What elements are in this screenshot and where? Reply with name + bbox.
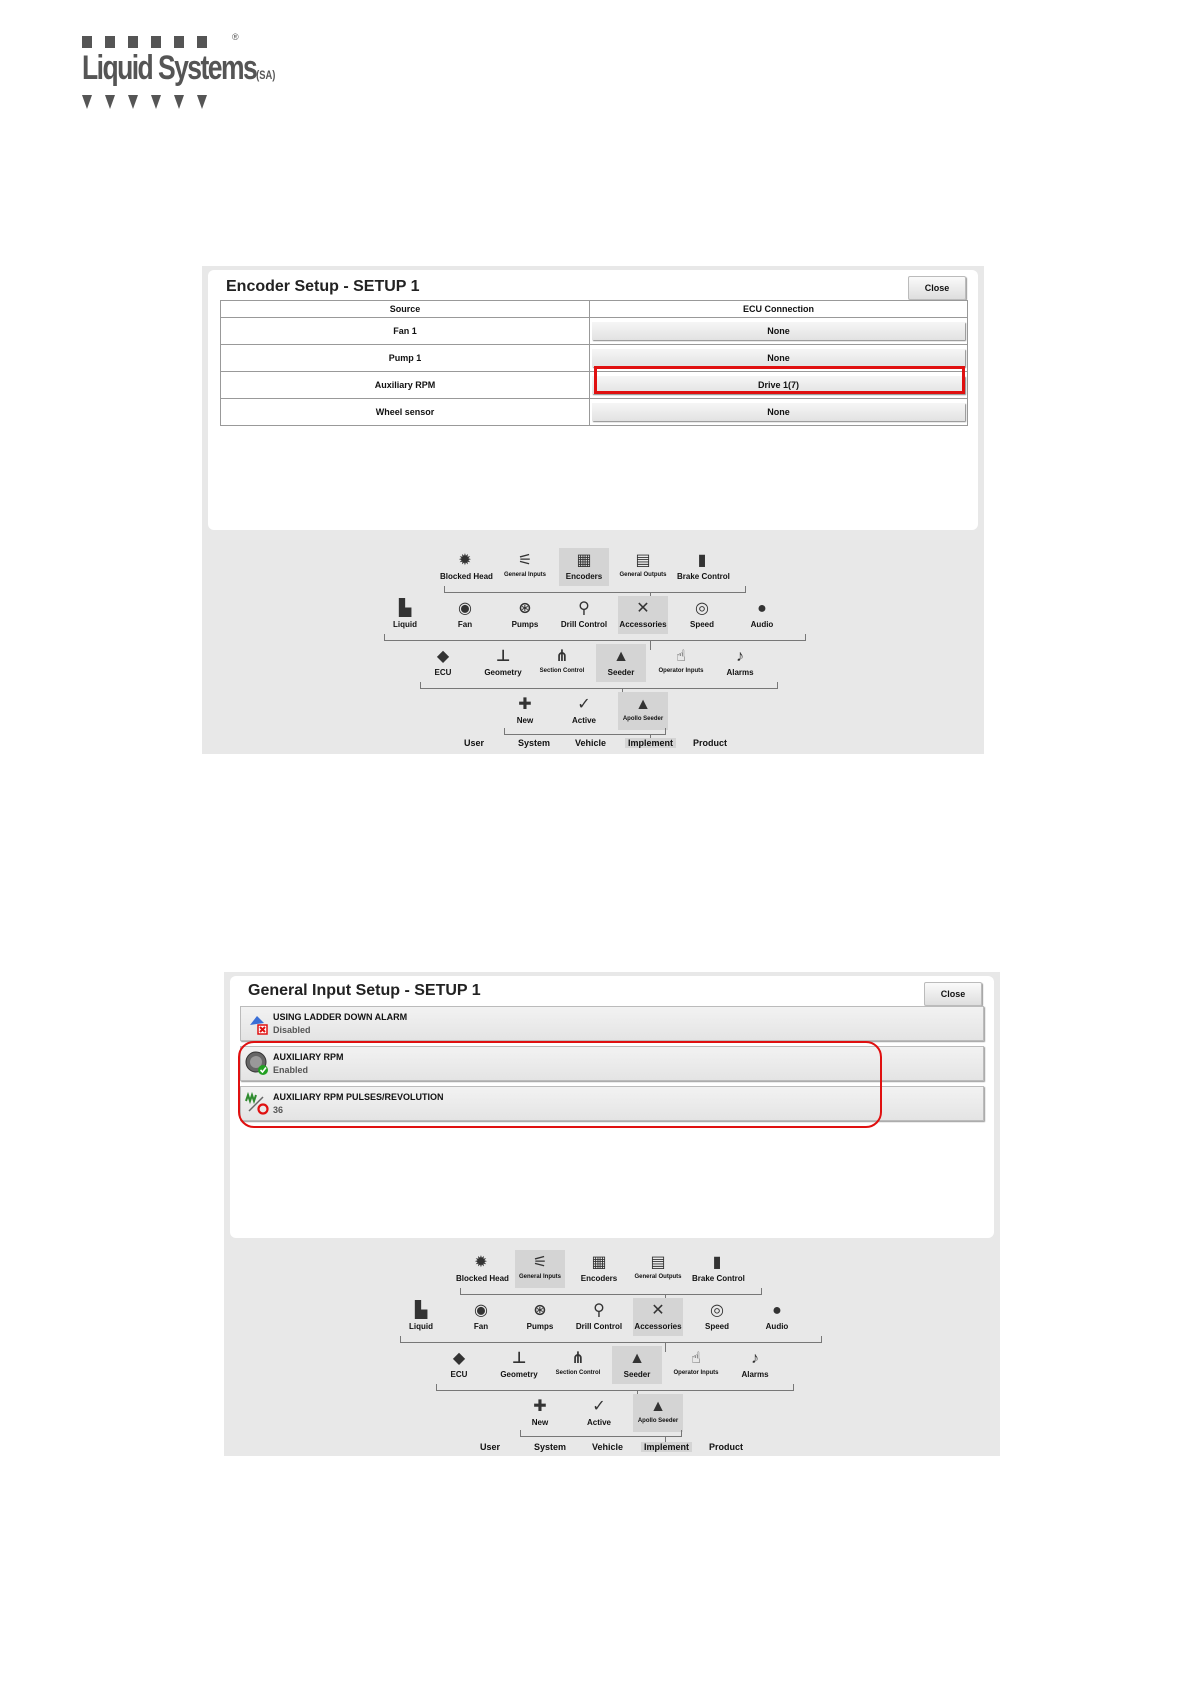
- nav-brake-control[interactable]: ▮ Brake Control: [692, 1254, 745, 1283]
- nav-row3-bracket: [420, 682, 778, 689]
- list-item-name: AUXILIARY RPM PULSES/REVOLUTION: [273, 1092, 444, 1102]
- nav-tree: [202, 546, 984, 756]
- tab-vehicle[interactable]: Vehicle: [575, 738, 607, 748]
- drill-icon: ⚲: [578, 600, 590, 617]
- nav-new[interactable]: ✚ New: [500, 692, 550, 730]
- nav-blocked-head[interactable]: ✹ Blocked Head: [440, 552, 493, 581]
- nav-encoders[interactable]: ▦ Encoders: [559, 548, 609, 586]
- nav-ecu[interactable]: ◆ ECU: [418, 644, 468, 682]
- list-item-name: USING LADDER DOWN ALARM: [273, 1012, 408, 1022]
- logo-wordmark: Liquid Systems(SA): [82, 49, 276, 87]
- speaker-icon: ●: [757, 600, 767, 617]
- nav-accessories[interactable]: ✕ Accessories: [618, 596, 668, 634]
- seeder-icon: ▲: [629, 1350, 645, 1367]
- source-cell: Fan 1: [221, 318, 590, 345]
- nav-liquid[interactable]: ▙ Liquid: [396, 1298, 446, 1336]
- nav-ecu[interactable]: ◆ ECU: [434, 1346, 484, 1384]
- encoder-table-header: [221, 301, 968, 318]
- ecu-connection-button[interactable]: None: [592, 349, 965, 367]
- general-input-setup-screenshot: [224, 972, 1000, 1456]
- highlight-rectangle: [594, 366, 965, 394]
- ecu-connection-button[interactable]: None: [592, 322, 965, 340]
- source-cell: Wheel sensor: [221, 399, 590, 426]
- section-control-icon: ⋔: [571, 1350, 585, 1367]
- nav-row1-bracket: [460, 1288, 762, 1295]
- logo-registered-mark: ®: [232, 32, 239, 42]
- encoder-icon: ▦: [576, 552, 592, 569]
- encoder-setup-screenshot: [202, 266, 984, 754]
- nav-liquid[interactable]: ▙ Liquid: [380, 596, 430, 634]
- encoder-table: [220, 300, 968, 426]
- nav-geometry[interactable]: ⊥ Geometry: [494, 1346, 544, 1384]
- ecu-icon: ◆: [452, 1350, 466, 1367]
- nav-apollo-seeder[interactable]: ▲ Apollo Seeder: [618, 692, 668, 730]
- nav-pumps[interactable]: ⊛ Pumps: [500, 596, 550, 634]
- fan-icon: ◉: [458, 600, 472, 617]
- nav-fan[interactable]: ◉ Fan: [440, 596, 490, 634]
- encoder-icon: ▦: [591, 1254, 607, 1271]
- table-row: [221, 318, 968, 345]
- nav-operator-inputs[interactable]: ☝ Operator Inputs: [656, 644, 706, 682]
- general-input-title: General Input Setup - SETUP 1: [248, 982, 481, 999]
- plug-icon: ⚟: [532, 1254, 548, 1271]
- nav-audio[interactable]: ● Audio: [752, 1298, 802, 1336]
- nav-apollo-seeder[interactable]: ▲ Apollo Seeder: [633, 1394, 683, 1432]
- active-icon: ✓: [592, 1398, 606, 1415]
- ecu-icon: ◆: [436, 648, 450, 665]
- tab-implement[interactable]: Implement: [625, 738, 676, 748]
- encoder-setup-title: Encoder Setup - SETUP 1: [226, 278, 420, 295]
- nav-audio[interactable]: ● Audio: [737, 596, 787, 634]
- list-item-ladder-down-alarm[interactable]: [240, 1006, 984, 1041]
- nav-row3-bracket: [436, 1384, 794, 1391]
- source-column-header: Source: [221, 301, 590, 318]
- nav-row2-bracket: [384, 634, 806, 641]
- hand-icon: ☝: [676, 648, 686, 665]
- tab-system[interactable]: System: [518, 738, 551, 748]
- nav-accessories[interactable]: ✕ Accessories: [633, 1298, 683, 1336]
- nav-row4-bracket: [504, 728, 666, 735]
- nav-operator-inputs[interactable]: ☝ Operator Inputs: [671, 1346, 721, 1384]
- highlight-ellipse: [238, 1041, 882, 1128]
- nav-geometry[interactable]: ⊥ Geometry: [478, 644, 528, 682]
- nav-row2-bracket: [400, 1336, 822, 1343]
- fan-icon: ◉: [474, 1302, 488, 1319]
- nav-fan[interactable]: ◉ Fan: [456, 1298, 506, 1336]
- pump-icon: ⊛: [533, 1302, 547, 1319]
- output-icon: ▤: [650, 1254, 666, 1271]
- tools-icon: ✕: [651, 1302, 665, 1319]
- nav-section-control[interactable]: ⋔ Section Control: [537, 644, 587, 682]
- brake-icon: ▮: [712, 1254, 722, 1271]
- table-row: [221, 399, 968, 426]
- logo-top-ticks: [82, 36, 252, 48]
- hand-icon: ☝: [691, 1350, 701, 1367]
- speed-icon: ◎: [695, 600, 709, 617]
- brake-icon: ▮: [697, 552, 707, 569]
- nav-blocked-head[interactable]: ✹ Blocked Head: [456, 1254, 509, 1283]
- output-icon: ▤: [635, 552, 651, 569]
- nav-seeder[interactable]: ▲ Seeder: [596, 644, 646, 682]
- nav-speed[interactable]: ◎ Speed: [692, 1298, 742, 1336]
- nav-row4-bracket: [520, 1430, 682, 1437]
- ecu-connection-button[interactable]: None: [592, 403, 965, 421]
- ecu-connection-button[interactable]: Drive 1(7): [592, 376, 965, 394]
- general-input-close-button[interactable]: Close: [924, 982, 982, 1006]
- active-icon: ✓: [577, 696, 591, 713]
- tab-vehicle[interactable]: Vehicle: [592, 1442, 624, 1452]
- list-item-value: Disabled: [273, 1025, 311, 1035]
- plug-icon: ⚟: [517, 552, 533, 569]
- nav-seeder[interactable]: ▲ Seeder: [612, 1346, 662, 1384]
- speaker-icon: ●: [772, 1302, 782, 1319]
- logo-bottom-ticks: [82, 95, 252, 109]
- tab-implement[interactable]: Implement: [641, 1442, 692, 1452]
- liquid-systems-logo: [82, 32, 276, 116]
- nav-active[interactable]: ✓ Active: [559, 692, 609, 730]
- bell-icon: ♪: [736, 648, 744, 665]
- nav-row1-bracket: [444, 586, 746, 593]
- list-item-name: AUXILIARY RPM: [273, 1052, 344, 1062]
- tab-system[interactable]: System: [534, 1442, 567, 1452]
- new-icon: ✚: [533, 1398, 547, 1415]
- list-item-value: 36: [273, 1105, 284, 1115]
- nav-general-outputs[interactable]: ▤ General Outputs: [634, 1254, 682, 1280]
- liquid-icon: ▙: [398, 600, 412, 617]
- seeder-icon: ▲: [613, 648, 629, 665]
- tab-user[interactable]: User: [464, 738, 485, 748]
- source-cell: Pump 1: [221, 345, 590, 372]
- nav-drill-control[interactable]: ⚲ Drill Control: [560, 600, 608, 629]
- nav-general-inputs[interactable]: ⚟ General Inputs: [500, 548, 550, 586]
- list-item-value: Enabled: [273, 1065, 309, 1075]
- bell-icon: ♪: [751, 1350, 759, 1367]
- nav-drill-control[interactable]: ⚲ Drill Control: [575, 1302, 623, 1331]
- nav-encoders[interactable]: ▦ Encoders: [574, 1250, 624, 1288]
- tab-product[interactable]: Product: [693, 738, 728, 748]
- nav-speed[interactable]: ◎ Speed: [677, 596, 727, 634]
- geometry-icon: ⊥: [495, 648, 511, 665]
- gear-icon: ✹: [474, 1254, 488, 1271]
- ecu-connection-column-header: ECU Connection: [590, 301, 968, 318]
- encoder-close-button[interactable]: Close: [908, 276, 966, 300]
- tab-product[interactable]: Product: [709, 1442, 744, 1452]
- nav-tree: [224, 1248, 1000, 1456]
- liquid-icon: ▙: [414, 1302, 428, 1319]
- nav-active[interactable]: ✓ Active: [574, 1394, 624, 1432]
- tools-icon: ✕: [636, 600, 650, 617]
- tab-user[interactable]: User: [480, 1442, 501, 1452]
- nav-alarms[interactable]: ♪ Alarms: [715, 644, 765, 682]
- nav-general-inputs[interactable]: ⚟ General Inputs: [515, 1250, 565, 1288]
- nav-new[interactable]: ✚ New: [515, 1394, 565, 1432]
- section-control-icon: ⋔: [555, 648, 569, 665]
- bell-disabled-icon: [245, 1011, 269, 1035]
- seeder-icon: ▲: [635, 696, 651, 713]
- nav-section-control[interactable]: ⋔ Section Control: [553, 1346, 603, 1384]
- seeder-icon: ▲: [650, 1398, 666, 1415]
- nav-alarms[interactable]: ♪ Alarms: [730, 1346, 780, 1384]
- geometry-icon: ⊥: [511, 1350, 527, 1367]
- pump-icon: ⊛: [518, 600, 532, 617]
- speed-icon: ◎: [710, 1302, 724, 1319]
- new-icon: ✚: [518, 696, 532, 713]
- nav-general-outputs[interactable]: ▤ General Outputs: [619, 552, 667, 578]
- nav-pumps[interactable]: ⊛ Pumps: [515, 1298, 565, 1336]
- nav-brake-control[interactable]: ▮ Brake Control: [677, 552, 730, 581]
- source-cell: Auxiliary RPM: [221, 372, 590, 399]
- drill-icon: ⚲: [593, 1302, 605, 1319]
- gear-icon: ✹: [458, 552, 472, 569]
